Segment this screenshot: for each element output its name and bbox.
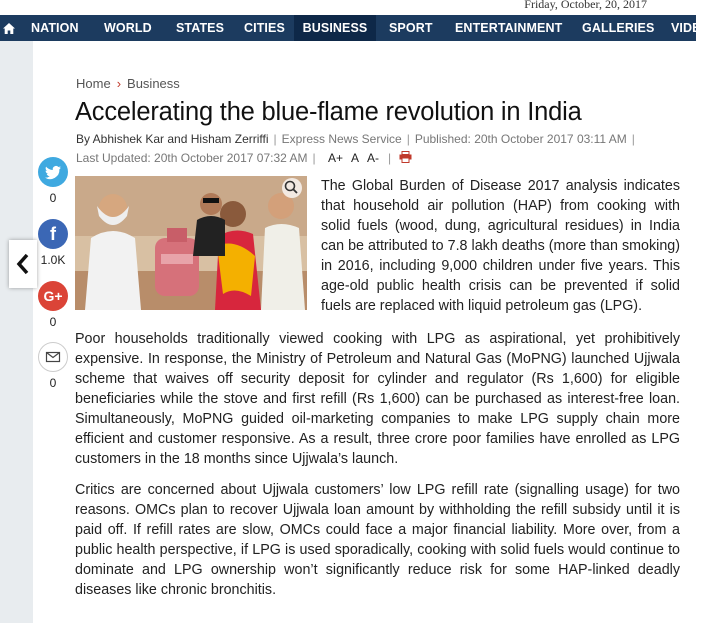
nav-item-videos[interactable]: VIDE (671, 21, 701, 35)
nav-item-cities[interactable]: CITIES (244, 21, 285, 35)
font-decrease-button[interactable]: A- (367, 151, 379, 165)
googleplus-count: 0 (49, 315, 57, 329)
source: Express News Service (281, 132, 402, 146)
nav-item-galleries[interactable]: GALLERIES (582, 21, 655, 35)
nav-item-entertainment[interactable]: ENTERTAINMENT (455, 21, 563, 35)
main-nav (0, 15, 701, 41)
nav-item-business[interactable]: BUSINESS (294, 15, 376, 41)
facebook-icon[interactable]: f (38, 219, 68, 249)
article-meta: By Abhishek Kar and Hisham Zerriffi | Express News Service | Published: 20th October 2017 03:11 AM | Last Updated: 20th October 2017 07:32 AM | A+ A A- | (76, 132, 635, 165)
paragraph: The Global Burden of Disease 2017 analysis indicates that household air pollution (HAP) from cooking with solid fuels (wood, dung, agricultural residues) in India can be attributed to 7.8 lakh deaths (more than smoking) in 2016, including 9,000 children under five years. This age-old public health crisis can be prevented if solid fuels are replaced with liquid petroleum gas (LPG). (321, 178, 680, 314)
email-count: 0 (49, 376, 57, 390)
nav-item-world[interactable]: WORLD (104, 21, 152, 35)
byline: By Abhishek Kar and Hisham Zerriffi (76, 132, 269, 146)
twitter-count: 0 (49, 191, 57, 205)
updated-date: Last Updated: 20th October 2017 07:32 AM (76, 151, 308, 165)
paragraph: Poor households traditionally viewed cooking with LPG as aspirational, yet prohibitively expensive. In response, the Ministry of Petroleum and Natural Gas (MoPNG) launched Ujjwala scheme that waives off security deposit for cylinder and regulator (Rs 1,600) for eligible beneficiaries while the stove and first refill (Rs 1,600) can be purchased as interest-free loan. Simultaneously, MoPNG guided oil-marketing companies to make LPG supply chain more efficient and customer responsive. As a result, three crore poor families have enrolled as LPG customers in the 18 months since Ujjwala’s launch. (75, 331, 680, 467)
nav-item-nation[interactable]: NATION (31, 21, 79, 35)
article-body (75, 176, 680, 611)
article-title: Accelerating the blue-flame revolution in India (75, 98, 582, 126)
share-email[interactable] (33, 342, 73, 390)
breadcrumb-home[interactable]: Home (76, 76, 111, 91)
breadcrumb (76, 76, 180, 91)
paragraph: Critics are concerned about Ujjwala customers’ low LPG refill rate (signalling usage) for two reasons. OMCs plan to recover Ujjwala loan amount by withholding the refill subsidy until it is paid off. If refill rates are slow, OMCs could face a major financial liability. More over, from a public health perspective, if LPG is used sporadically, cooking with solid fuels would continue to dominate and LPG ownership won’t significantly reduce risk for some HAP-linked deadly diseases like chronic bronchitis. (75, 482, 680, 598)
article-photo[interactable] (75, 176, 307, 310)
twitter-icon[interactable] (38, 157, 68, 187)
chevron-left-icon (16, 253, 30, 275)
email-icon[interactable] (38, 342, 68, 372)
font-reset-button[interactable]: A (350, 151, 359, 165)
nav-item-sport[interactable]: SPORT (389, 21, 433, 35)
print-icon[interactable] (399, 151, 412, 165)
font-increase-button[interactable]: A+ (327, 151, 343, 165)
share-facebook[interactable] (33, 219, 73, 267)
back-button[interactable] (9, 240, 37, 288)
google-plus-icon[interactable]: G+ (38, 281, 68, 311)
published-date: Published: 20th October 2017 03:11 AM (414, 132, 627, 146)
breadcrumb-section[interactable]: Business (127, 76, 180, 91)
facebook-count: 1.0K (40, 253, 66, 267)
nav-item-states[interactable]: STATES (176, 21, 225, 35)
left-rail (0, 41, 33, 623)
share-googleplus[interactable] (33, 281, 73, 329)
chevron-right-icon: › (116, 76, 122, 91)
share-twitter[interactable] (33, 157, 73, 205)
home-icon[interactable] (0, 15, 17, 41)
current-date: Friday, October, 20, 2017 (524, 0, 647, 11)
